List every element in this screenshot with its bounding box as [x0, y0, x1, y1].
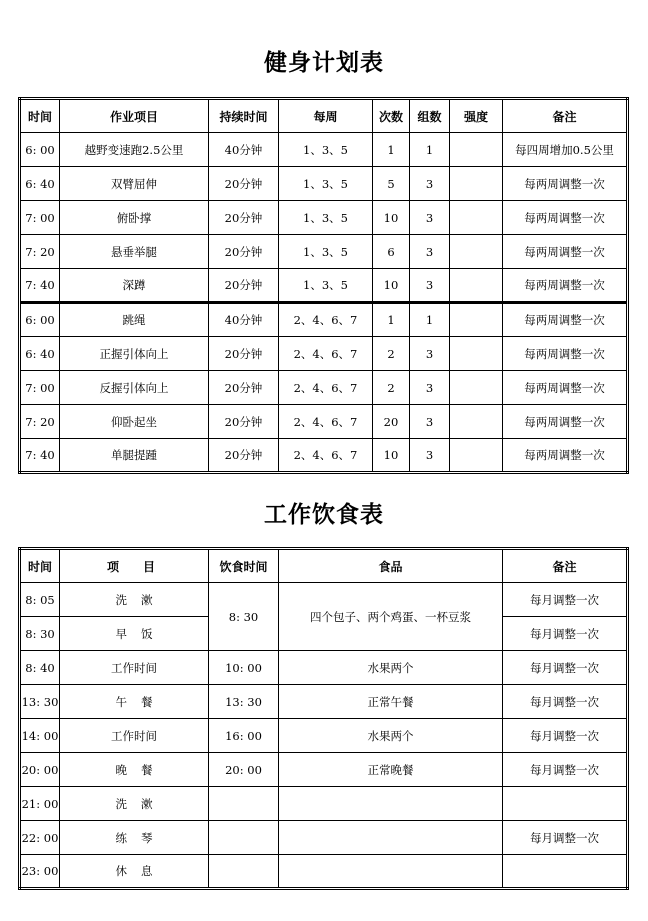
item-cell: 工作时间	[60, 651, 209, 685]
meal-time-cell: 10: 00	[209, 651, 279, 685]
count-cell: 1	[373, 133, 410, 167]
header-count: 次数	[373, 99, 410, 133]
sets-cell: 3	[410, 337, 450, 371]
time-cell: 8: 30	[20, 617, 60, 651]
food-cell: 水果两个	[279, 719, 503, 753]
count-cell: 2	[373, 337, 410, 371]
duration-cell: 20分钟	[209, 439, 279, 473]
intensity-cell	[450, 439, 503, 473]
sets-cell: 3	[410, 371, 450, 405]
note-cell: 每两周调整一次	[503, 269, 628, 303]
count-cell: 10	[373, 201, 410, 235]
note-cell: 每月调整一次	[503, 719, 628, 753]
intensity-cell	[450, 405, 503, 439]
header-weekly: 每周	[279, 99, 373, 133]
table-row	[20, 371, 628, 405]
table-row	[20, 821, 628, 855]
note-cell: 每两周调整一次	[503, 235, 628, 269]
time-cell: 23: 00	[20, 855, 60, 889]
table-row	[20, 651, 628, 685]
sets-cell: 1	[410, 133, 450, 167]
work-diet-title: 工作饮食表	[264, 502, 384, 528]
item-cell: 午餐	[60, 685, 209, 719]
table-row	[20, 303, 628, 337]
weekly-cell: 1、3、5	[279, 167, 373, 201]
item-cell: 单腿提踵	[60, 439, 209, 473]
weekly-cell: 2、4、6、7	[279, 371, 373, 405]
header-time: 时间	[20, 549, 60, 583]
time-cell: 21: 00	[20, 787, 60, 821]
note-cell: 每四周增加0.5公里	[503, 133, 628, 167]
header-note: 备注	[503, 99, 628, 133]
item-cell: 越野变速跑2.5公里	[60, 133, 209, 167]
duration-cell: 20分钟	[209, 201, 279, 235]
diet-header-row	[20, 549, 628, 583]
table-row	[20, 201, 628, 235]
time-cell: 7: 40	[20, 439, 60, 473]
count-cell: 6	[373, 235, 410, 269]
sets-cell: 1	[410, 303, 450, 337]
table-row	[20, 787, 628, 821]
table-row	[20, 405, 628, 439]
duration-cell: 20分钟	[209, 371, 279, 405]
duration-cell: 20分钟	[209, 167, 279, 201]
item-cell: 工作时间	[60, 719, 209, 753]
food-cell: 四个包子、两个鸡蛋、一杯豆浆	[279, 583, 503, 651]
note-cell	[503, 787, 628, 821]
food-cell	[279, 855, 503, 889]
table-row	[20, 337, 628, 371]
intensity-cell	[450, 235, 503, 269]
item-cell: 洗漱	[60, 787, 209, 821]
weekly-cell: 2、4、6、7	[279, 439, 373, 473]
time-cell: 7: 20	[20, 405, 60, 439]
weekly-cell: 1、3、5	[279, 133, 373, 167]
table-row	[20, 719, 628, 753]
duration-cell: 20分钟	[209, 337, 279, 371]
note-cell: 每月调整一次	[503, 753, 628, 787]
sets-cell: 3	[410, 405, 450, 439]
item-cell: 晚餐	[60, 753, 209, 787]
sets-cell: 3	[410, 201, 450, 235]
time-cell: 14: 00	[20, 719, 60, 753]
weekly-cell: 1、3、5	[279, 235, 373, 269]
time-cell: 13: 30	[20, 685, 60, 719]
note-cell: 每两周调整一次	[503, 371, 628, 405]
table-row	[20, 269, 628, 303]
time-cell: 6: 00	[20, 133, 60, 167]
intensity-cell	[450, 303, 503, 337]
intensity-cell	[450, 133, 503, 167]
note-cell: 每两周调整一次	[503, 337, 628, 371]
duration-cell: 20分钟	[209, 269, 279, 303]
table-row	[20, 235, 628, 269]
table-row	[20, 583, 628, 617]
item-cell: 仰卧起坐	[60, 405, 209, 439]
note-cell: 每两周调整一次	[503, 303, 628, 337]
item-cell: 反握引体向上	[60, 371, 209, 405]
count-cell: 10	[373, 269, 410, 303]
food-cell	[279, 787, 503, 821]
count-cell: 1	[373, 303, 410, 337]
work-diet-table	[18, 547, 629, 890]
item-cell: 悬垂举腿	[60, 235, 209, 269]
sets-cell: 3	[410, 269, 450, 303]
time-cell: 20: 00	[20, 753, 60, 787]
table-row	[20, 133, 628, 167]
note-cell: 每月调整一次	[503, 821, 628, 855]
meal-time-cell	[209, 821, 279, 855]
note-cell: 每月调整一次	[503, 651, 628, 685]
item-cell: 双臂屈伸	[60, 167, 209, 201]
intensity-cell	[450, 337, 503, 371]
weekly-cell: 2、4、6、7	[279, 337, 373, 371]
time-cell: 8: 40	[20, 651, 60, 685]
time-cell: 22: 00	[20, 821, 60, 855]
header-sets: 组数	[410, 99, 450, 133]
header-intensity: 强度	[450, 99, 503, 133]
meal-time-cell: 8: 30	[209, 583, 279, 651]
fitness-plan-title: 健身计划表	[264, 50, 384, 76]
header-food: 食品	[279, 549, 503, 583]
item-cell: 休息	[60, 855, 209, 889]
item-cell: 早饭	[60, 617, 209, 651]
table-row	[20, 855, 628, 889]
table-row	[20, 753, 628, 787]
intensity-cell	[450, 269, 503, 303]
time-cell: 6: 40	[20, 167, 60, 201]
item-cell: 跳绳	[60, 303, 209, 337]
header-time: 时间	[20, 99, 60, 133]
note-cell	[503, 855, 628, 889]
duration-cell: 20分钟	[209, 235, 279, 269]
time-cell: 8: 05	[20, 583, 60, 617]
note-cell: 每两周调整一次	[503, 201, 628, 235]
note-cell: 每两周调整一次	[503, 439, 628, 473]
intensity-cell	[450, 371, 503, 405]
duration-cell: 40分钟	[209, 133, 279, 167]
item-cell: 正握引体向上	[60, 337, 209, 371]
count-cell: 2	[373, 371, 410, 405]
note-cell: 每月调整一次	[503, 685, 628, 719]
sets-cell: 3	[410, 235, 450, 269]
header-item: 项 目	[60, 549, 209, 583]
duration-cell: 20分钟	[209, 405, 279, 439]
note-cell: 每月调整一次	[503, 583, 628, 617]
item-cell: 练琴	[60, 821, 209, 855]
food-cell: 正常午餐	[279, 685, 503, 719]
food-cell: 水果两个	[279, 651, 503, 685]
weekly-cell: 1、3、5	[279, 269, 373, 303]
note-cell: 每两周调整一次	[503, 405, 628, 439]
note-cell: 每月调整一次	[503, 617, 628, 651]
item-cell: 洗漱	[60, 583, 209, 617]
item-cell: 俯卧撑	[60, 201, 209, 235]
fitness-header-row	[20, 99, 628, 133]
sets-cell: 3	[410, 439, 450, 473]
meal-time-cell	[209, 787, 279, 821]
count-cell: 5	[373, 167, 410, 201]
food-cell	[279, 821, 503, 855]
weekly-cell: 2、4、6、7	[279, 303, 373, 337]
time-cell: 7: 00	[20, 371, 60, 405]
meal-time-cell	[209, 855, 279, 889]
time-cell: 7: 00	[20, 201, 60, 235]
item-cell: 深蹲	[60, 269, 209, 303]
time-cell: 6: 40	[20, 337, 60, 371]
meal-time-cell: 20: 00	[209, 753, 279, 787]
intensity-cell	[450, 201, 503, 235]
sets-cell: 3	[410, 167, 450, 201]
header-meal-time: 饮食时间	[209, 549, 279, 583]
time-cell: 7: 40	[20, 269, 60, 303]
time-cell: 7: 20	[20, 235, 60, 269]
weekly-cell: 2、4、6、7	[279, 405, 373, 439]
duration-cell: 40分钟	[209, 303, 279, 337]
note-cell: 每两周调整一次	[503, 167, 628, 201]
food-cell: 正常晚餐	[279, 753, 503, 787]
meal-time-cell: 13: 30	[209, 685, 279, 719]
header-item: 作业项目	[60, 99, 209, 133]
count-cell: 20	[373, 405, 410, 439]
weekly-cell: 1、3、5	[279, 201, 373, 235]
time-cell: 6: 00	[20, 303, 60, 337]
header-duration: 持续时间	[209, 99, 279, 133]
intensity-cell	[450, 167, 503, 201]
fitness-plan-table	[18, 97, 629, 474]
meal-time-cell: 16: 00	[209, 719, 279, 753]
table-row	[20, 685, 628, 719]
table-row	[20, 439, 628, 473]
count-cell: 10	[373, 439, 410, 473]
table-row	[20, 167, 628, 201]
header-note: 备注	[503, 549, 628, 583]
